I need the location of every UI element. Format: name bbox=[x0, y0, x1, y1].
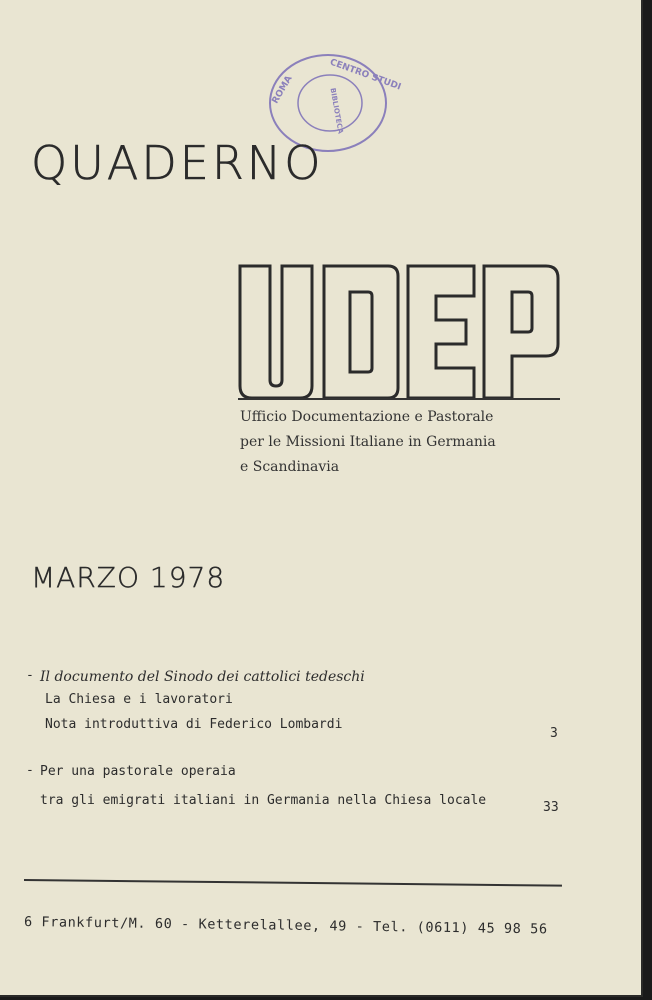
udep-underline bbox=[238, 398, 560, 400]
svg-text:BIBLIOTECA: BIBLIOTECA bbox=[328, 87, 345, 135]
issue-date: MARZO 1978 bbox=[31, 561, 226, 594]
toc-entry-1-subtitle: La Chiesa e i lavoratori bbox=[45, 692, 233, 707]
toc-entry-2-page: 33 bbox=[543, 800, 559, 815]
toc-entry-1-heading: Il documento del Sinodo dei cattolici tedeschi bbox=[40, 669, 365, 685]
org-line-3: e Scandinavia bbox=[240, 459, 340, 475]
toc-entry-1-dash: - bbox=[26, 668, 34, 683]
svg-text:CENTRO STUDI: CENTRO STUDI bbox=[328, 57, 403, 93]
toc-entry-1-page: 3 bbox=[550, 726, 558, 741]
title-quaderno: QUADERNO bbox=[31, 136, 324, 190]
toc-entry-2-heading: Per una pastorale operaia bbox=[40, 764, 236, 779]
footer-address: 6 Frankfurt/M. 60 - Ketterelallee, 49 - Tel. (0611) 45 98 56 bbox=[23, 914, 548, 938]
svg-text:ROMA: ROMA bbox=[270, 74, 295, 106]
udep-logo bbox=[238, 262, 560, 402]
organization-block bbox=[240, 405, 496, 480]
footer-rule bbox=[24, 879, 562, 887]
toc-entry-2-subtitle: tra gli emigrati italiani in Germania nella Chiesa locale bbox=[40, 793, 487, 808]
org-line-2: per le Missioni Italiane in Germania bbox=[240, 434, 496, 450]
toc-entry-1-note: Nota introduttiva di Federico Lombardi bbox=[45, 717, 343, 732]
org-line-1: Ufficio Documentazione e Pastorale bbox=[240, 409, 494, 425]
toc-entry-2-dash: - bbox=[26, 763, 34, 778]
